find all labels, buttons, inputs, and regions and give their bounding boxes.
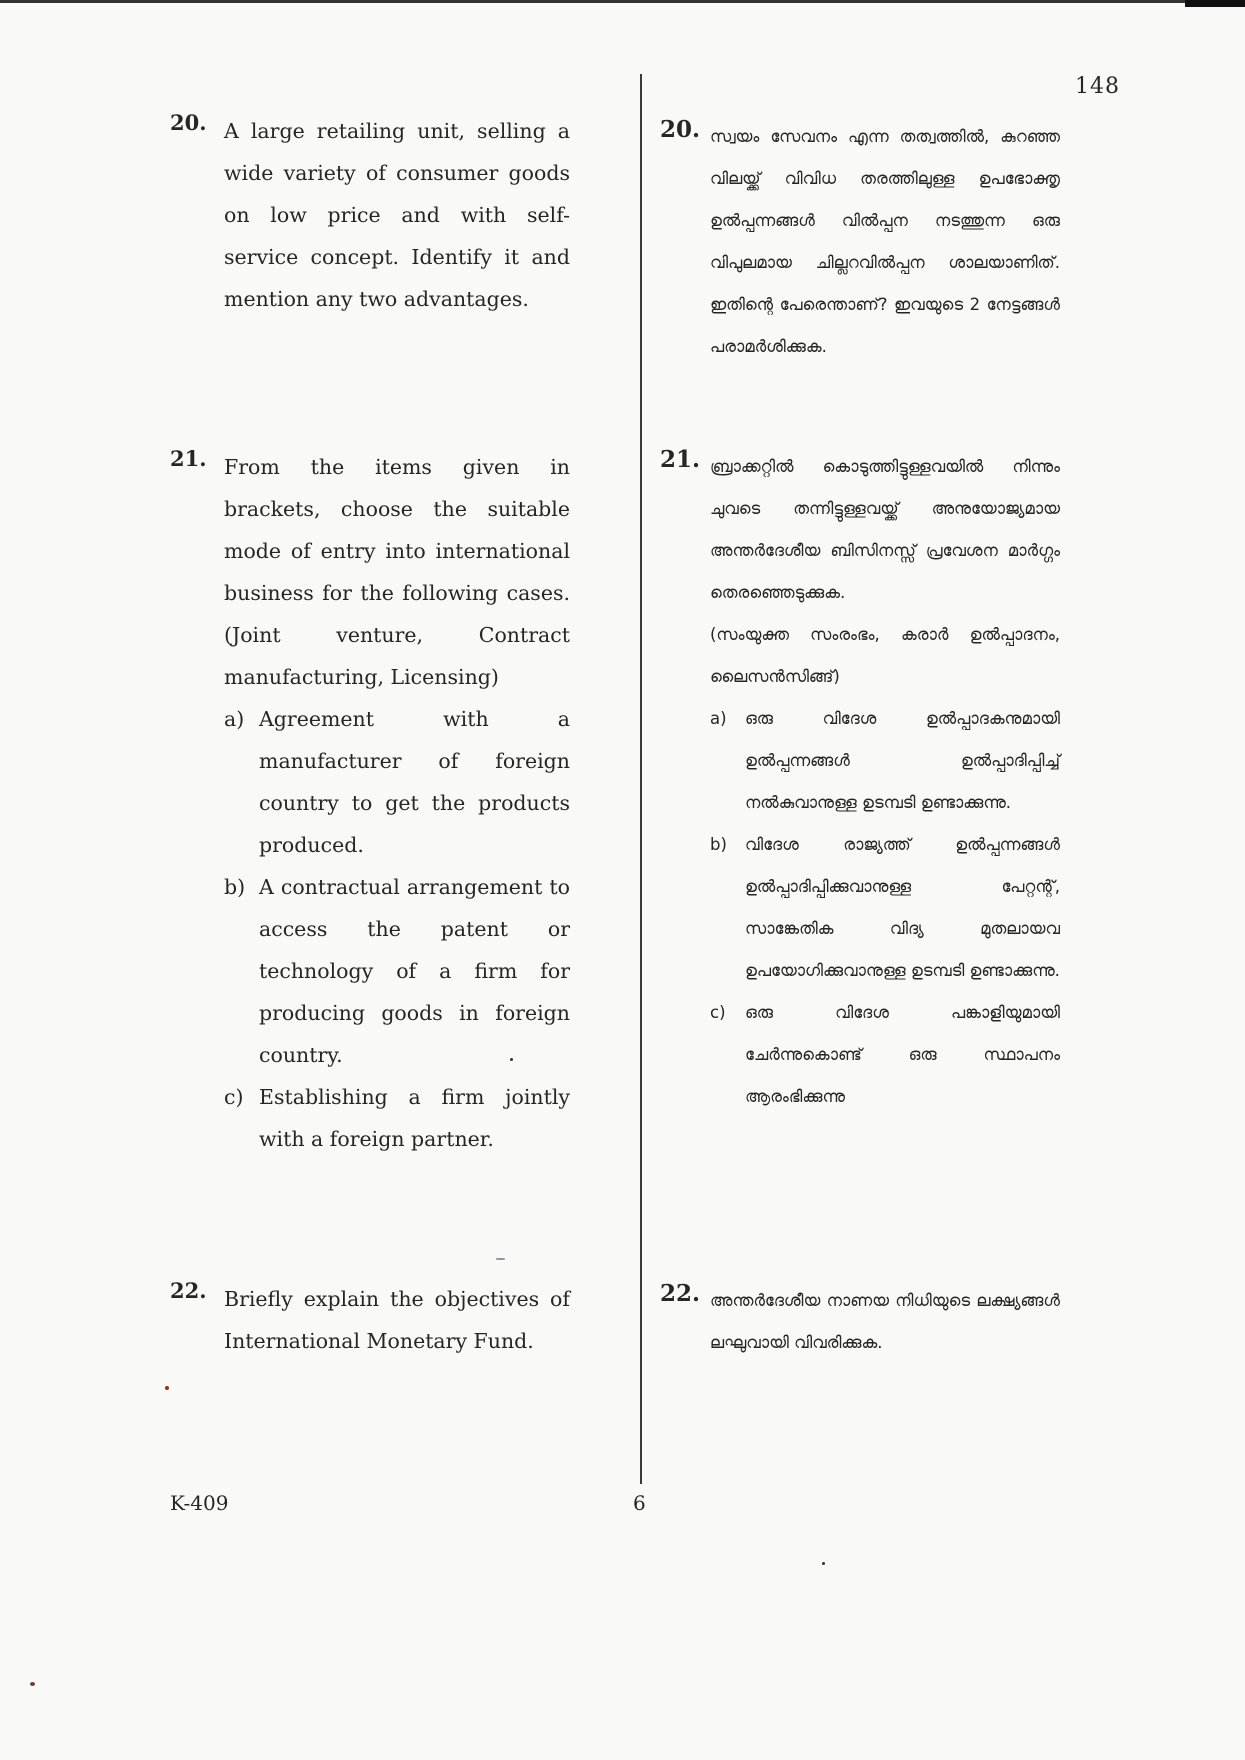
question-number: 21.: [660, 446, 701, 473]
question-number: 22.: [170, 1278, 207, 1303]
sub-text: Establishing a firm jointly with a foreign partner.: [259, 1085, 570, 1151]
scan-speck: [496, 1258, 505, 1260]
question-number: 20.: [170, 110, 207, 135]
question-text: അന്തർദേശീയ നാണയ നിധിയുടെ ലക്ഷ്യങ്ങൾ ലഘുവായി വിവരിക്കുക.: [710, 1291, 1060, 1352]
sub-text: ഒരു വിദേശ പങ്കാളിയുമായി ചേർന്നുകൊണ്ട് ഒരു സ്ഥാപനം ആരംഭിക്കുന്നു: [745, 1003, 1060, 1106]
question-20-english: [170, 110, 570, 320]
question-number: 20.: [660, 116, 701, 143]
sub-question-a: [224, 698, 570, 866]
sub-text: വിദേശ രാജ്യത്ത് ഉൽപ്പന്നങ്ങൾ ഉൽപ്പാദിപ്പിക്കുവാനുള്ള പേറ്റന്റ്, സാങ്കേതിക വിദ്യ മുതലായവ ഉപയോഗിക്കുവാനുള്ള ഉടമ്പടി ഉണ്ടാക്കുന്നു.: [745, 835, 1060, 980]
sub-label: b): [224, 875, 246, 899]
sub-question-b: [224, 866, 570, 1076]
scan-speck: [822, 1562, 825, 1565]
sub-text: ഒരു വിദേശ ഉൽപ്പാദകനുമായി ഉൽപ്പന്നങ്ങൾ ഉൽപ്പാദിപ്പിച്ച് നൽകുവാനുള്ള ഉടമ്പടി ഉണ്ടാക്കുന്നു.: [745, 709, 1060, 812]
scan-speck: [510, 1058, 513, 1061]
question-22-malayalam: [660, 1280, 1060, 1364]
sub-question-c: [224, 1076, 570, 1160]
question-20-malayalam: [660, 116, 1060, 368]
scan-speck: [30, 1682, 35, 1686]
sub-text: Agreement with a manufacturer of foreign country to get the products produced.: [259, 707, 570, 857]
question-text: ബ്രാക്കറ്റിൽ കൊടുത്തിട്ടുള്ളവയിൽ നിന്നും ചുവടെ തന്നിട്ടുള്ളവയ്ക്ക് അനുയോജ്യമായ അന്തർദേശീയ ബിസിനസ്സ് പ്രവേശന മാർഗ്ഗം തെരഞ്ഞെടുക്കുക.: [710, 457, 1060, 602]
sub-label: a): [710, 709, 727, 728]
sub-label: a): [224, 707, 245, 731]
question-21-english: [170, 446, 570, 1160]
column-divider: [640, 74, 642, 1484]
sub-question-b: [710, 824, 1060, 992]
sub-question-a: [710, 698, 1060, 824]
top-corner-mark: [1185, 0, 1245, 7]
paper-code: K-409: [170, 1491, 229, 1515]
sub-text: A contractual arrangement to access the patent or technology of a firm for producing goods in foreign country.: [259, 875, 570, 1067]
question-22-english: [170, 1278, 570, 1362]
question-number: 22.: [660, 1280, 701, 1307]
sheet-number: 6: [633, 1491, 646, 1515]
question-text: സ്വയം സേവനം എന്ന തത്വത്തിൽ, കുറഞ്ഞ വിലയ്ക്ക് വിവിധ തരത്തിലുള്ള ഉപഭോക്തൃ ഉൽപ്പന്നങ്ങൾ വിൽപ്പന നടത്തുന്ന ഒരു വിപുലമായ ചില്ലറവിൽപ്പന ശാലയാണിത്. ഇതിന്റെ പേരെന്താണ്? ഇവയുടെ 2 നേട്ടങ്ങൾ പരാമർശിക്കുക.: [710, 127, 1060, 356]
sub-label: c): [710, 1003, 726, 1022]
sub-label: b): [710, 835, 727, 854]
question-text: Briefly explain the objectives of International Monetary Fund.: [224, 1287, 570, 1353]
question-text: From the items given in brackets, choose the suitable mode of entry into international business for the following cases. (Joint venture, Contract manufacturing, Licensing): [224, 455, 570, 689]
question-text: A large retailing unit, selling a wide variety of consumer goods on low price and with self-service concept. Identify it and mention any two advantages.: [224, 119, 570, 311]
question-number: 21.: [170, 446, 207, 471]
top-border: [0, 0, 1245, 3]
question-21-malayalam: [660, 446, 1060, 1118]
sub-label: c): [224, 1085, 244, 1109]
options-list: (സംയുക്ത സംരംഭം, കരാർ ഉൽപ്പാദനം, ലൈസൻസിങ്ങ്): [710, 625, 1060, 686]
scan-speck: [165, 1386, 169, 1390]
page-number: 148: [1075, 74, 1120, 99]
sub-question-c: [710, 992, 1060, 1118]
